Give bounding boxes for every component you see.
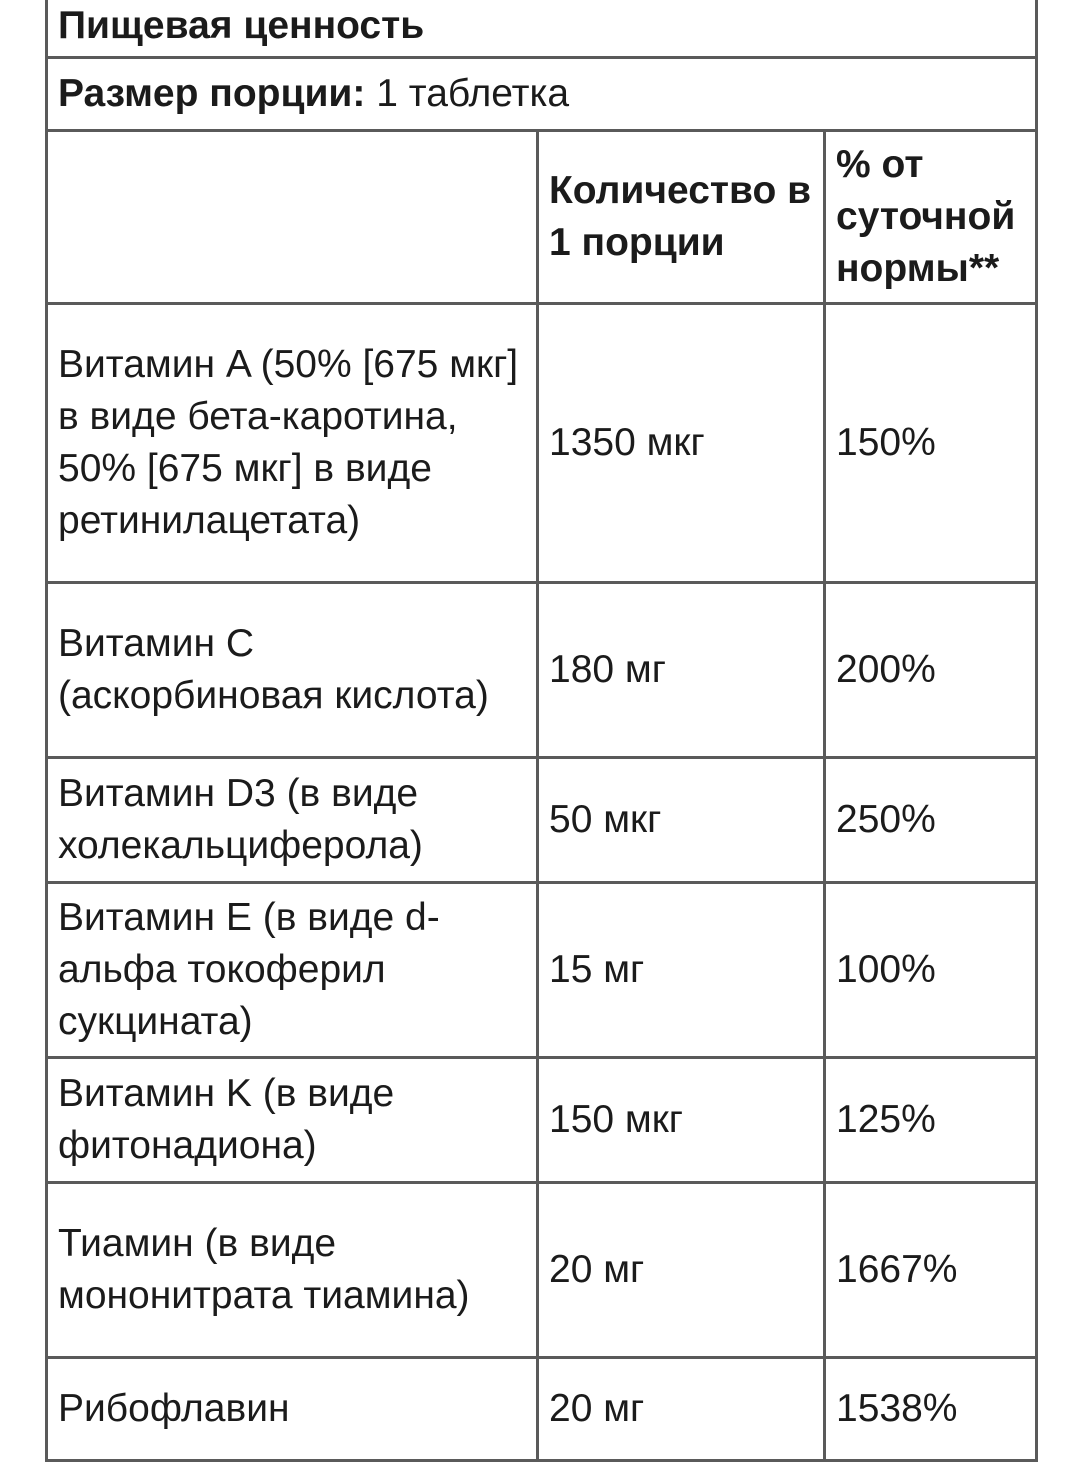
table-row [47,758,1037,883]
table-row [47,583,1037,758]
column-header-amount: Количество в 1 порции [538,131,825,304]
table-row [47,1058,1037,1183]
serving-size-label: Размер порции: [58,72,366,115]
nutrient-daily-value: 200% [825,583,1037,758]
nutrient-name: Витамин E (в виде d-альфа токоферил сукцината) [47,883,538,1058]
nutrient-daily-value: 125% [825,1058,1037,1183]
serving-size-value: 1 таблетка [365,72,570,115]
column-header-row [47,131,1037,304]
serving-size-row [47,58,1037,131]
nutrition-facts-table-container [45,0,1035,1462]
nutrient-daily-value: 1667% [825,1183,1037,1358]
nutrient-amount: 150 мкг [538,1058,825,1183]
nutrient-amount: 15 мг [538,883,825,1058]
nutrient-daily-value: 100% [825,883,1037,1058]
nutrient-name: Витамин D3 (в виде холекальциферола) [47,758,538,883]
nutrient-name: Тиамин (в виде мононитрата тиамина) [47,1183,538,1358]
table-row [47,304,1037,583]
nutrient-daily-value: 250% [825,758,1037,883]
serving-size-cell [47,58,1037,131]
nutrient-daily-value: 1538% [825,1358,1037,1461]
table-title: Пищевая ценность [47,0,1037,58]
table-row [47,1358,1037,1461]
nutrient-name: Витамин C (аскорбиновая кислота) [47,583,538,758]
nutrition-facts-table [45,0,1038,1462]
column-header-daily-value: % от суточной нормы** [825,131,1037,304]
nutrient-name: Витамин A (50% [675 мкг] в виде бета-каротина, 50% [675 мкг] в виде ретинилацетата) [47,304,538,583]
nutrient-amount: 1350 мкг [538,304,825,583]
table-title-row [47,0,1037,58]
nutrient-amount: 20 мг [538,1183,825,1358]
nutrient-amount: 20 мг [538,1358,825,1461]
table-row [47,883,1037,1058]
nutrient-name: Рибофлавин [47,1358,538,1461]
nutrient-amount: 180 мг [538,583,825,758]
nutrient-amount: 50 мкг [538,758,825,883]
nutrient-daily-value: 150% [825,304,1037,583]
nutrient-name: Витамин K (в виде фитонадиона) [47,1058,538,1183]
table-row [47,1183,1037,1358]
column-header-name [47,131,538,304]
